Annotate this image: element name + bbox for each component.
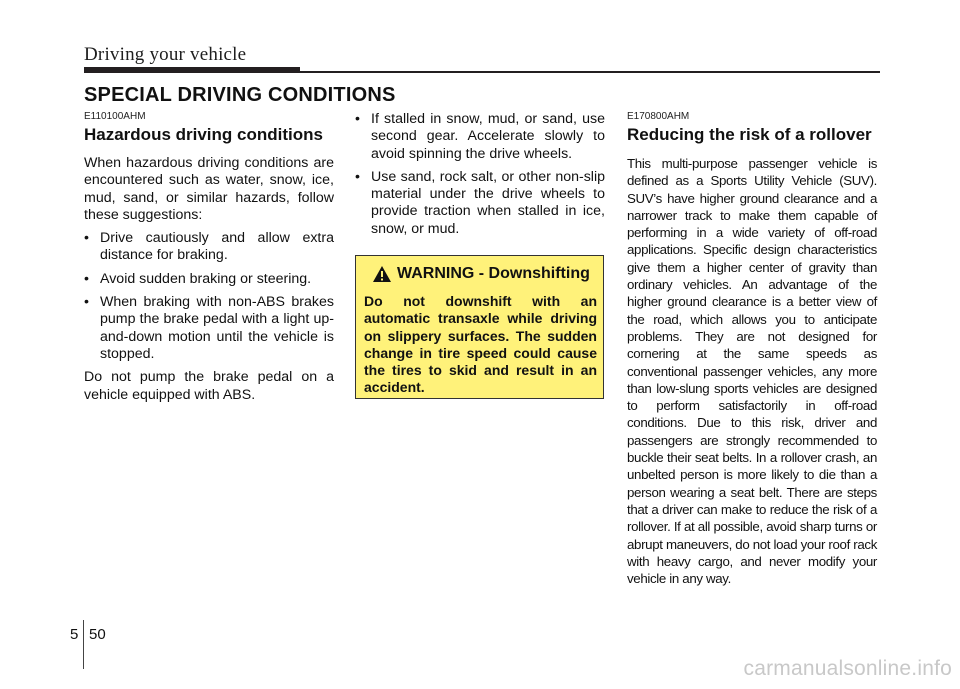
list-item: • Avoid sudden braking or steering. (84, 270, 312, 287)
warning-title (372, 265, 590, 283)
list-item: • Use sand, rock salt, or other non-slip material under the drive wheels to provide traction when stalled in ice, snow, or mud. (355, 168, 605, 237)
bullet-list (355, 111, 605, 238)
header-title: Driving your vehicle (84, 44, 247, 65)
section-code: E170800AHM (627, 111, 690, 122)
header-rule-thin (300, 71, 880, 73)
closing-paragraph: Do not pump the brake pedal on a vehicle equipped with ABS. (84, 369, 334, 403)
middle-column (355, 111, 605, 244)
list-item: • When braking with non-ABS brakes pump the brake pedal with a light up-and-down motion until the vehicle is stopped. (84, 294, 334, 362)
list-item: • Drive cautiously and allow extra distance for braking. (84, 230, 334, 264)
chapter-number: 5 (70, 626, 79, 643)
intro-paragraph: When hazardous driving conditions are encountered such as water, snow, ice, mud, sand, or similar hazards, follow these suggestions: (84, 155, 334, 223)
page-number-divider (83, 620, 84, 669)
subsection-heading: Hazardous driving conditions (84, 125, 323, 144)
header-rule-thick (84, 67, 300, 73)
warning-box (355, 255, 604, 399)
right-column (627, 111, 877, 587)
section-code: E110100AHM (84, 111, 146, 122)
page-number: 50 (89, 626, 106, 643)
section-heading: SPECIAL DRIVING CONDITIONS (84, 84, 396, 106)
warning-body: Do not downshift with an automatic transaxle while driving on slippery surfaces. The sudden change in tire speed could cause the tires to skid and result in an accident. (364, 293, 597, 396)
subsection-heading: Reducing the risk of a rollover (627, 125, 872, 144)
body-paragraph: This multi-purpose passenger vehicle is defined as a Sports Utility Vehicle (SUV). SUV’s have higher ground clearance and a narrower track to make them capable of performing in a wide variety of off-road applications. Specific design characteristics give them a higher center of gravity than ordinary vehicles. An advantage of the higher ground clearance is a better view of the road, which allows you to anticipate problems. They are not designed for cornering at the same speeds as conventional passenger vehicles, any more than low-slung sports vehicles are designed to perform satisfactorily in off-road conditions. Due to this risk, driver and passengers are strongly recommended to buckle their seat belts. In a rollover crash, an unbelted person is more likely to die than a person wearing a seat belt. There are steps that a driver can make to reduce the risk of a rollover. If at all possible, avoid sharp turns or abrupt maneuvers, do not load your roof rack with heavy cargo, and never modify your vehicle in any way. (627, 156, 877, 587)
warning-triangle-icon (372, 265, 392, 283)
watermark: carmanualsonline.info (743, 657, 952, 680)
bullet-list (84, 230, 334, 363)
left-column (84, 111, 334, 410)
warning-title-text: WARNING - Downshifting (397, 265, 590, 282)
list-item: • If stalled in snow, mud, or sand, use second gear. Accelerate slowly to avoid spinning the drive wheels. (355, 111, 605, 162)
